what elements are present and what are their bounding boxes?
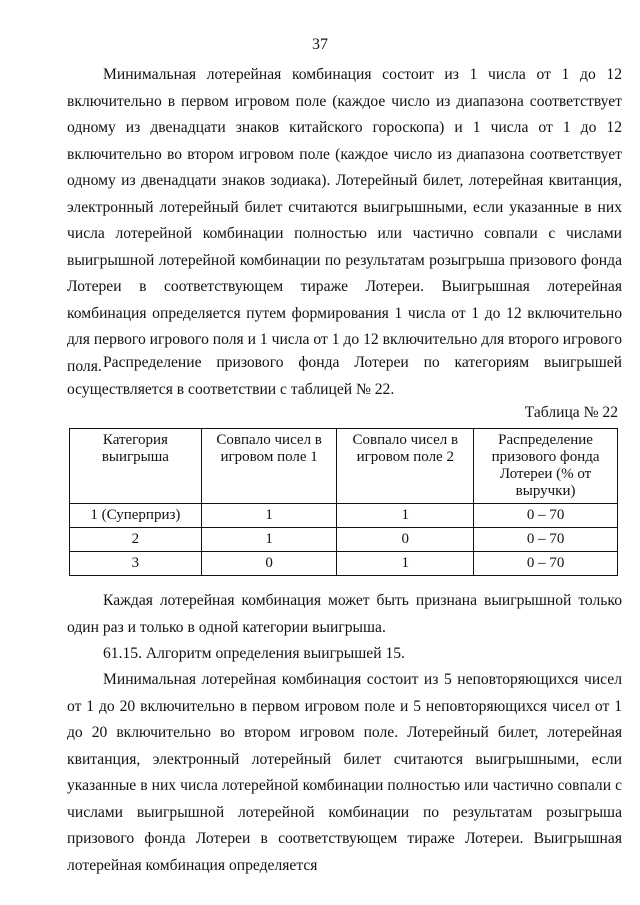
table-caption: Таблица № 22 bbox=[524, 404, 618, 421]
header-category: Категория выигрыша bbox=[70, 429, 202, 504]
paragraph-single-category-rule: Каждая лотерейная комбинация может быть признана выигрышной только один раз и только в одной категории выигрыша. bbox=[67, 592, 622, 636]
table-header-row bbox=[70, 429, 618, 504]
table-cell: 2 bbox=[70, 528, 202, 552]
header-matched-field-2: Совпало чисел в игровом поле 2 bbox=[337, 429, 474, 504]
prize-distribution-table bbox=[69, 428, 618, 576]
table-cell: 3 bbox=[70, 552, 202, 576]
table-cell: 1 (Суперприз) bbox=[70, 504, 202, 528]
table-cell: 0 bbox=[337, 528, 474, 552]
table-cell: 0 bbox=[201, 552, 337, 576]
header-prize-distribution: Распределение призового фонда Лотереи (% от выручки) bbox=[474, 429, 618, 504]
table-cell: 1 bbox=[201, 504, 337, 528]
table-cell: 1 bbox=[201, 528, 337, 552]
paragraph-lottery-combination-rules: Минимальная лотерейная комбинация состоит из 1 числа от 1 до 12 включительно в первом игровом поле (каждое число из диапазона соответствует одному из двенадцати знаков китайского гороскопа) и 1 числа от 1 до 12 включительно во втором игровом поле (каждое число из диапазона соответствует одному из двенадцати знаков зодиака). Лотерейный билет, лотерейная квитанция, электронный лотерейный билет считаются выигрышными, если указанные в них числа лотерейной комбинации полностью или частично совпали с числами выигрышной лотерейной комбинации по результатам розыгрыша призового фонда Лотереи в соответствующем тираже Лотереи. Выигрышная лотерейная комбинация определяется путем формирования 1 числа от 1 до 12 включительно для первого игрового поля и 1 числа от 1 до 12 включительно для второго игрового поля. bbox=[67, 66, 622, 375]
table-row bbox=[70, 528, 618, 552]
table-cell: 0 – 70 bbox=[474, 552, 618, 576]
table-row bbox=[70, 552, 618, 576]
table-cell: 1 bbox=[337, 504, 474, 528]
table-cell: 1 bbox=[337, 552, 474, 576]
section-heading-algorithm-15: 61.15. Алгоритм определения выигрышей 15. bbox=[103, 645, 405, 662]
table-cell: 0 – 70 bbox=[474, 528, 618, 552]
table-row bbox=[70, 504, 618, 528]
header-matched-field-1: Совпало чисел в игровом поле 1 bbox=[201, 429, 337, 504]
paragraph-prize-distribution-intro: Распределение призового фонда Лотереи по категориям выигрышей осуществляется в соответствии с таблицей № 22. bbox=[67, 354, 622, 398]
paragraph-algorithm-15-rules: Минимальная лотерейная комбинация состоит из 5 неповторяющихся чисел от 1 до 20 включительно в первом игровом поле и 5 неповторяющихся чисел от 1 до 20 включительно во втором игровом поле. Лотерейный билет, лотерейная квитанция, электронный лотерейный билет считаются выигрышными, если указанные в них числа лотерейной комбинации полностью или частично совпали с числами выигрышной лотерейной комбинации по результатам розыгрыша призового фонда Лотереи в соответствующем тираже Лотереи. Выигрышная лотерейная комбинация определяется bbox=[67, 671, 622, 874]
page-number: 37 bbox=[312, 36, 328, 53]
table-cell: 0 – 70 bbox=[474, 504, 618, 528]
